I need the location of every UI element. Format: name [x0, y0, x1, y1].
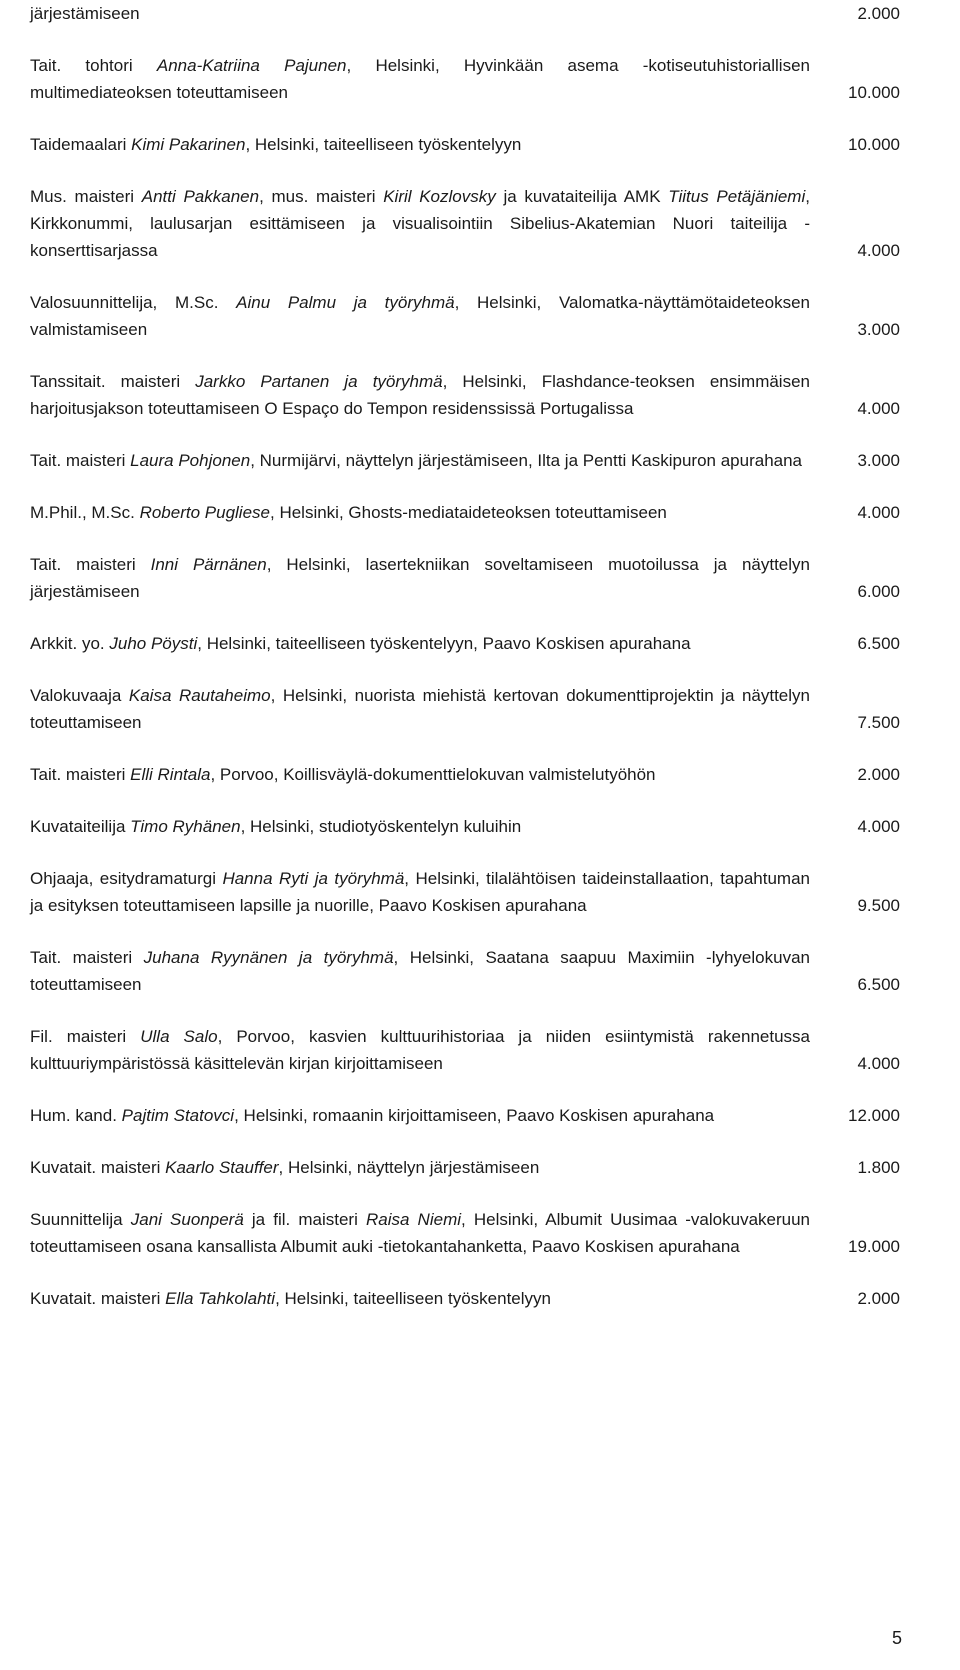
recipient-name: Jani Suonperä [130, 1210, 244, 1229]
grant-amount: 19.000 [848, 1237, 900, 1256]
description-text: Mus. maisteri [30, 187, 142, 206]
grant-amount: 2.000 [857, 1289, 900, 1308]
description-text: , Helsinki, taiteelliseen työskentelyyn [275, 1289, 551, 1308]
recipient-name: Roberto Pugliese [139, 503, 270, 522]
description-text: , Helsinki, lasertekniikan soveltamiseen muotoilussa ja näyttelyn järjestämiseen [30, 555, 810, 601]
description-text: , Helsinki, Saatana saapuu Maximiin -lyhyelokuvan toteuttamiseen [30, 948, 810, 994]
recipient-name: Laura Pohjonen [130, 451, 251, 470]
grant-amount: 9.500 [857, 896, 900, 915]
grant-description [30, 183, 810, 264]
grant-description [30, 499, 810, 526]
description-text: järjestämiseen [30, 4, 140, 23]
grant-entry [30, 1154, 900, 1181]
recipient-name: Kaarlo Stauffer [165, 1158, 279, 1177]
grant-entry [30, 1206, 900, 1260]
recipient-name: Juhana Ryynänen ja työryhmä [143, 948, 394, 967]
grant-amount: 3.000 [857, 451, 900, 470]
grant-description [30, 447, 810, 474]
grant-description [30, 1023, 810, 1077]
description-text: Valosuunnittelija, M.Sc. [30, 293, 237, 312]
description-text: , Helsinki, romaanin kirjoittamiseen, Paavo Koskisen apurahana [234, 1106, 715, 1125]
description-text: Ohjaaja, esitydramaturgi [30, 869, 223, 888]
grant-entry [30, 1023, 900, 1077]
description-text: , Helsinki, studiotyöskentelyn kuluihin [240, 817, 522, 836]
grant-entry [30, 131, 900, 158]
grant-amount: 10.000 [848, 83, 900, 102]
description-text: , Porvoo, kasvien kulttuurihistoriaa ja niiden esiintymistä rakennetussa kulttuuriympäristössä käsittelevän kirjan kirjoittamiseen [30, 1027, 810, 1073]
recipient-name: Anna-Katriina Pajunen [156, 56, 347, 75]
grant-entry [30, 368, 900, 422]
grant-description [30, 551, 810, 605]
description-text: Taidemaalari [30, 135, 132, 154]
recipient-name: Kimi Pakarinen [131, 135, 246, 154]
grant-amount: 7.500 [857, 713, 900, 732]
description-text: , Helsinki, Albumit Uusimaa -valokuvakeruun toteuttamiseen osana kansallista Albumit auki -tietokantahanketta, Paavo Koskisen apurahana [30, 1210, 811, 1256]
description-text: , Helsinki, Hyvinkään asema -kotiseutuhistoriallisen multimediateoksen toteuttamiseen [30, 56, 810, 102]
description-text: Kuvatait. maisteri [30, 1158, 166, 1177]
grant-description [30, 865, 810, 919]
description-text: , Helsinki, nuorista miehistä kertovan dokumenttiprojektin ja näyttelyn toteuttamiseen [30, 686, 810, 732]
grant-amount: 1.800 [857, 1158, 900, 1177]
description-text: Tait. maisteri [30, 948, 144, 967]
grant-amount: 4.000 [857, 241, 900, 260]
recipient-name: Jarkko Partanen ja työryhmä [195, 372, 443, 391]
recipient-name: Kaisa Rautaheimo [128, 686, 271, 705]
grant-description [30, 289, 810, 343]
description-text: Fil. maisteri [30, 1027, 141, 1046]
description-text: Kuvataiteilija [30, 817, 131, 836]
recipient-name: Ella Tahkolahti [165, 1289, 276, 1308]
recipient-name: Juho Pöysti [109, 634, 198, 653]
description-text: Tait. maisteri [30, 765, 131, 784]
description-text: Tait. maisteri [30, 555, 151, 574]
description-text: , Helsinki, taiteelliseen työskentelyyn, Paavo Koskisen apurahana [197, 634, 691, 653]
grant-entry [30, 761, 900, 788]
recipient-name: Antti Pakkanen [141, 187, 260, 206]
grant-description [30, 1102, 810, 1129]
grant-amount: 2.000 [857, 4, 900, 23]
grant-description [30, 1154, 810, 1181]
grant-entry [30, 52, 900, 106]
grant-amount: 4.000 [857, 399, 900, 418]
description-text: , Helsinki, Ghosts-mediataideteoksen toteuttamiseen [270, 503, 667, 522]
grant-amount: 4.000 [857, 1054, 900, 1073]
recipient-name: Timo Ryhänen [130, 817, 241, 836]
description-text: , mus. maisteri [259, 187, 384, 206]
grant-description [30, 1285, 810, 1312]
description-text: ja fil. maisteri [243, 1210, 366, 1229]
page-number: 5 [891, 1628, 902, 1648]
grant-entry [30, 0, 900, 27]
recipient-name: Kiril Kozlovsky [383, 187, 496, 206]
description-text: , Helsinki, näyttelyn järjestämiseen [278, 1158, 540, 1177]
grant-entry [30, 1102, 900, 1129]
grant-entry [30, 551, 900, 605]
grant-amount: 12.000 [848, 1106, 900, 1125]
description-text: , Nurmijärvi, näyttelyn järjestämiseen, Ilta ja Pentti Kaskipuron apurahana [250, 451, 803, 470]
grant-amount: 6.500 [857, 634, 900, 653]
description-text: , Helsinki, Valomatka-näyttämötaideteoksen valmistamiseen [30, 293, 810, 339]
grant-entry [30, 944, 900, 998]
grant-description [30, 682, 810, 736]
description-text: Valokuvaaja [30, 686, 129, 705]
description-text: Kuvatait. maisteri [30, 1289, 166, 1308]
grant-entry [30, 865, 900, 919]
recipient-name: Hanna Ryti ja työryhmä [222, 869, 405, 888]
description-text: ja kuvataiteilija AMK [495, 187, 669, 206]
description-text: Suunnittelija [30, 1210, 131, 1229]
description-text: Hum. kand. [30, 1106, 122, 1125]
recipient-name: Pajtim Statovci [121, 1106, 235, 1125]
grant-entry [30, 499, 900, 526]
grant-amount: 6.500 [857, 975, 900, 994]
recipient-name: Ainu Palmu ja työryhmä [236, 293, 455, 312]
description-text: , Helsinki, tilalähtöisen taideinstallaation, tapahtuman ja esityksen toteuttamiseen lapsille ja nuorille, Paavo Koskisen apurahana [30, 869, 810, 915]
grant-amount: 4.000 [857, 503, 900, 522]
grant-description [30, 813, 810, 840]
grant-description [30, 368, 810, 422]
grant-description [30, 761, 810, 788]
grant-entry [30, 813, 900, 840]
description-text: Tait. tohtori [30, 56, 157, 75]
description-text: Arkkit. yo. [30, 634, 110, 653]
grant-amount: 6.000 [857, 582, 900, 601]
grant-amount: 10.000 [848, 135, 900, 154]
recipient-name: Ulla Salo [140, 1027, 218, 1046]
grant-description [30, 131, 810, 158]
description-text: M.Phil., M.Sc. [30, 503, 140, 522]
grant-list [30, 0, 900, 1337]
grant-description [30, 630, 810, 657]
description-text: , Helsinki, taiteelliseen työskentelyyn [245, 135, 522, 154]
grant-entry [30, 447, 900, 474]
grant-amount: 2.000 [857, 765, 900, 784]
grant-description [30, 944, 810, 998]
grant-entry [30, 630, 900, 657]
grant-entry [30, 289, 900, 343]
description-text: , Kirkkonummi, laulusarjan esittämiseen ja visualisointiin Sibelius-Akatemian Nuori taiteilija -konserttisarjassa [30, 187, 810, 260]
recipient-name: Inni Pärnänen [150, 555, 267, 574]
recipient-name: Elli Rintala [130, 765, 211, 784]
description-text: , Porvoo, Koillisväylä-dokumenttielokuvan valmistelutyöhön [210, 765, 656, 784]
grant-amount: 3.000 [857, 320, 900, 339]
grant-description [30, 0, 810, 27]
recipient-name: Tiitus Petäjäniemi [668, 187, 806, 206]
description-text: Tait. maisteri [30, 451, 131, 470]
grant-amount: 4.000 [857, 817, 900, 836]
grant-entry [30, 183, 900, 264]
grant-entry [30, 1285, 900, 1312]
grant-entry [30, 682, 900, 736]
description-text: , Helsinki, Flashdance-teoksen ensimmäisen harjoitusjakson toteuttamiseen O Espaço do Tempon residenssissä Portugalissa [30, 372, 810, 418]
grant-description [30, 1206, 810, 1260]
description-text: Tanssitait. maisteri [30, 372, 196, 391]
grant-description [30, 52, 810, 106]
recipient-name: Raisa Niemi [365, 1210, 462, 1229]
